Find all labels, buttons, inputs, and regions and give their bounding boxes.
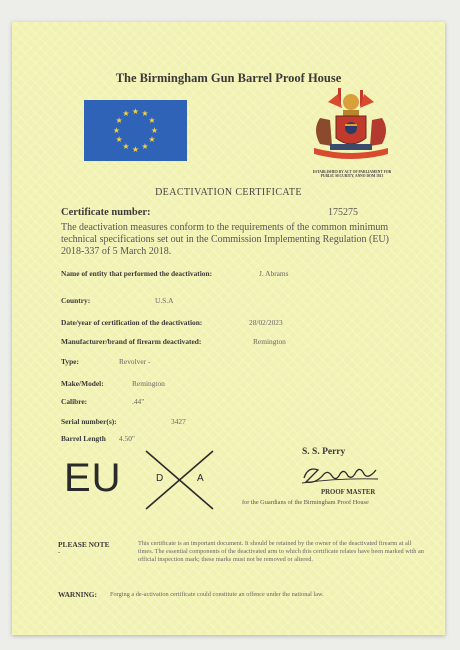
mark-letter-d: D — [156, 473, 164, 484]
country-label: Country: — [61, 296, 91, 305]
please-note-text: This certificate is an important document. It should be retained by the owner of the deactivated firearm at all times. The essential components of the deactivated arm to which this certificate relates have been marked with an official inspection mark; these marks must not be removed or altered. — [138, 540, 424, 564]
certificate-number-label: Certificate number: — [61, 207, 151, 218]
warning-label: WARNING: — [58, 590, 98, 599]
mark-letter-a: A — [197, 473, 204, 484]
flag-star-icon: ★ — [141, 109, 149, 119]
calibre-value: .44" — [132, 397, 145, 406]
entity-label: Name of entity that performed the deactivation: — [61, 269, 213, 278]
eu-mark: EU — [64, 456, 122, 500]
flag-star-icon: ★ — [141, 141, 149, 151]
type-value: Revolver - — [119, 357, 151, 366]
manufacturer-label: Manufacturer/brand of firearm deactivated: — [61, 337, 202, 346]
flag-star-icon: ★ — [115, 135, 123, 144]
entity-value: J. Abrams — [259, 269, 289, 278]
flag-star-icon: ★ — [122, 109, 130, 119]
deactivation-mark-icon — [142, 447, 217, 513]
make-model-value: Remington — [132, 379, 165, 388]
manufacturer-value: Remington — [253, 337, 286, 346]
flag-star-icon: ★ — [150, 125, 159, 135]
flag-star-icon: ★ — [131, 144, 140, 154]
warning-text: Forging a de-activation certificate could constitute an offence under the national law. — [110, 591, 324, 598]
signatory-title: PROOF MASTER — [321, 489, 376, 496]
make-model-label: Make/Model: — [61, 379, 104, 388]
flag-star-icon: ★ — [148, 135, 156, 144]
signatory-name: S. S. Perry — [302, 447, 346, 457]
signatory-organisation: for the Guardians of the Birmingham Proof House — [242, 499, 369, 506]
barrel-length-label: Barrel Length — [61, 434, 106, 443]
flag-star-icon: ★ — [122, 141, 130, 151]
barrel-length-value: 4.50" — [119, 434, 135, 443]
certificate-number-value: 175275 — [328, 207, 358, 218]
certificate-sheet — [12, 22, 445, 635]
please-note-label: PLEASE NOTE — [58, 540, 110, 549]
flag-star-icon: ★ — [148, 116, 156, 125]
flag-star-icon: ★ — [115, 116, 123, 125]
document-heading: DEACTIVATION CERTIFICATE — [155, 187, 302, 198]
type-label: Type: — [61, 357, 79, 366]
crest-caption: ESTABLISHED BY ACT OF PARLIAMENT FOR PUBLIC SECURITY, ANNO DOM 1813 — [312, 170, 392, 179]
conformity-statement: The deactivation measures conform to the requirements of the common minimum technical specifications set out in the Commission Implementing Regulation (EU) 2018-337 of 5 March 2018. — [61, 222, 389, 257]
proof-house-title: The Birmingham Gun Barrel Proof House — [115, 71, 342, 85]
please-note-dash: - — [58, 548, 61, 556]
serial-number-value: 3427 — [171, 417, 186, 426]
country-value: U.S.A — [155, 296, 174, 305]
serial-number-label: Serial number(s): — [61, 417, 117, 426]
eu-flag-icon — [84, 100, 187, 161]
flag-star-icon: ★ — [112, 125, 121, 135]
proof-house-crest-icon — [308, 88, 394, 166]
certification-date-value: 28/02/2023 — [249, 318, 283, 327]
handwritten-signature-icon — [298, 462, 382, 488]
certification-date-label: Date/year of certification of the deactivation: — [61, 318, 203, 327]
calibre-label: Calibre: — [61, 397, 88, 406]
flag-star-icon: ★ — [131, 106, 140, 116]
